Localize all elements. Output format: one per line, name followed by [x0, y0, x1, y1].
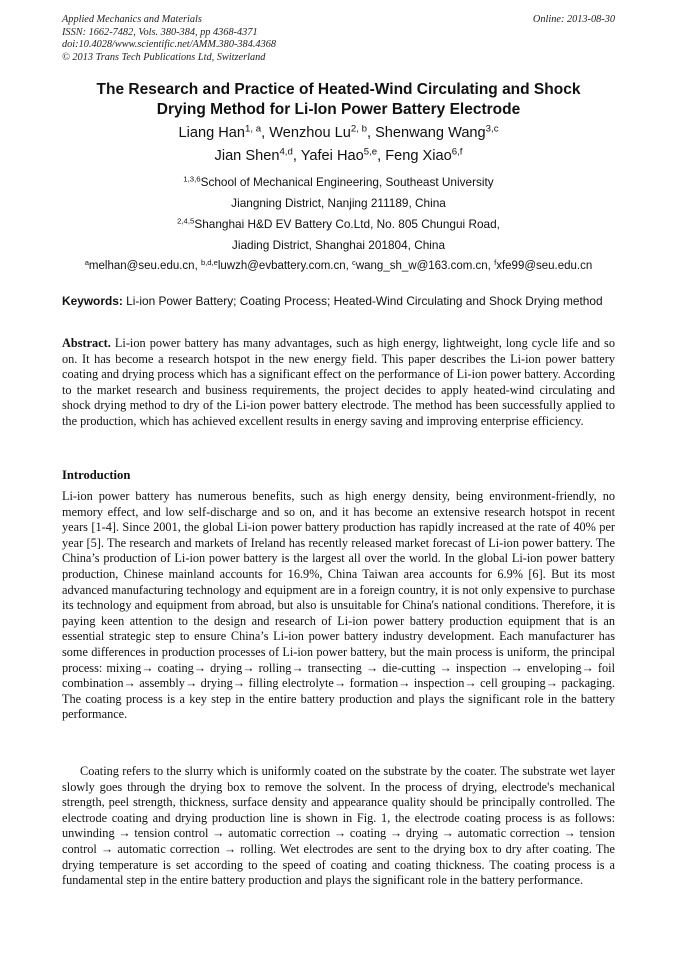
affiliation-1-line-2: Jiangning District, Nanjing 211189, China	[231, 196, 446, 210]
author-name: Wenzhou Lu	[269, 125, 351, 141]
affiliation-2-line-2: Jiading District, Shanghai 201804, China	[231, 238, 446, 252]
author-name: Feng Xiao	[385, 148, 452, 164]
email-sup: a	[84, 257, 89, 267]
email-sup: c	[352, 257, 356, 267]
author-sup: 4,d	[279, 146, 293, 158]
title-line-1: The Research and Practice of Heated-Wind Circulating and Shock	[96, 81, 581, 98]
affiliation-1-line-1	[62, 172, 615, 193]
affiliation-2-line-1	[62, 214, 615, 235]
email-address: luwzh@evbattery.com.cn,	[217, 260, 349, 272]
email-address: wang_sh_w@163.com.cn,	[355, 260, 491, 272]
author-sup: 6,f	[451, 146, 463, 158]
introduction-paragraph-1: Li-ion power battery has numerous benefits, such as high energy density, being environment-friendly, no memory effect, and low self-discharge and so on, and it has become an extensive research hotspot in recent years [1-4]. Since 2001, the global Li-ion power battery production has rapidly increased at the rate of 40% per year [5]. The research and markets of Ireland has recently released market forecast of Li-ion power battery. The China’s production of Li-ion power battery is the largest all over the world. In the global Li-ion power battery production, Chinese mainland accounts for 16.9%, China Taiwan area accounts for 6.9% [6]. But its most advanced manufacturing technology and equipment are in a foreign country, it is not only expensive to purchase its technology and equipment from abroad, but also is unsuitable for China's national conditions. Therefore, it is paying keen attention to the design and research of Li-ion power battery production equipment that is an essential strategic step to ensure China’s Li-ion power battery industry development. Each manufacturer has some differences in production processes of Li-ion power battery, but the main process is uniform, the principal process: mixing→ coating→ drying→ rolling→ transecting → die-cutting → inspection → enveloping→ foil combination→ assembly→ drying→ filling electrolyte→ formation→ inspection→ cell grouping→ packaging. The coating process is a key step in the entire battery production and plays the significant role in the battery performance.	[62, 489, 615, 722]
email-list	[62, 256, 615, 277]
author-name: Jian Shen	[214, 148, 280, 164]
introduction-paragraph-2: Coating refers to the slurry which is uniformly coated on the substrate by the coater. The substrate wet layer slowly goes through the drying box to remove the solvent. In the process of drying, electrode's mechanical strength, peel strength, thickness, surface density and appearance quality should be principally controlled. The electrode coating and drying production line is shown in Fig. 1, the electrode coating process is as follows: unwinding → tension control → automatic correction → coating → drying → automatic correction → tension control → automatic correction → rolling. Wet electrodes are sent to the drying box to dry after coating. The drying temperature is set according to the speed of coating and coating thickness. The coating process is a fundamental step in the entire battery production and plays the significant role in the battery performance.	[62, 764, 615, 888]
author-sup: 2, b	[350, 123, 367, 135]
email-sup: b,d,e	[200, 257, 218, 267]
journal-copyright: © 2013 Trans Tech Publications Ltd, Switzerland	[62, 51, 266, 63]
author-sup: 1, a	[245, 123, 262, 135]
email-address: xfe99@seu.edu.cn	[496, 260, 593, 272]
author-separator: ,	[366, 125, 376, 141]
abstract-text: Li-ion power battery has many advantages, such as high energy, lightweight, long cycle life and so on. It has become a research hotspot in the new energy field. This paper describes the Li-ion power battery coating and drying process which has a significant effect on the performance of Li-ion power battery. According to the market research and business requirements, the project decides to apply heated-wind circulating and shock drying method to dry of the Li-ion power battery electrode. The method has been successfully applied to the production, which has achieved excellent results in energy saving and improving enterprise efficiency.	[62, 336, 615, 428]
journal-issn: ISSN: 1662-7482, Vols. 380-384, pp 4368-4371	[62, 26, 258, 38]
introduction-heading: Introduction	[62, 468, 131, 482]
author-name: Shenwang Wang	[375, 125, 486, 141]
email-sup: f	[494, 257, 497, 267]
abstract-label: Abstract.	[62, 336, 111, 350]
keywords-block	[62, 294, 615, 308]
affiliation-text: Shanghai H&D EV Battery Co.Ltd, No. 805 Chungui Road,	[194, 217, 500, 231]
author-name: Yafei Hao	[300, 148, 364, 164]
email-address: melhan@seu.edu.cn,	[88, 260, 198, 272]
author-sup: 3,c	[485, 123, 499, 135]
author-separator: ,	[292, 148, 301, 164]
paper-title	[62, 80, 615, 120]
author-list	[62, 122, 615, 168]
journal-name: Applied Mechanics and Materials	[62, 14, 202, 25]
title-line-2: Drying Method for Li-Ion Power Battery Electrode	[156, 101, 521, 118]
affiliation-sup: 2,4,5	[177, 216, 195, 226]
author-separator: ,	[261, 125, 270, 141]
abstract-block	[62, 336, 615, 430]
author-name: Liang Han	[178, 125, 246, 141]
online-date: Online: 2013-08-30	[532, 14, 615, 25]
affiliation-text: School of Mechanical Engineering, Southeast University	[200, 175, 494, 189]
affiliation-sup: 1,3,6	[183, 174, 201, 184]
journal-header	[62, 14, 615, 64]
author-line-1	[62, 122, 615, 145]
author-line-2	[62, 145, 615, 168]
journal-doi: doi:10.4028/www.scientific.net/AMM.380-384.4368	[62, 39, 277, 50]
affiliations	[62, 172, 615, 256]
keywords-text: Li-ion Power Battery; Coating Process; Heated-Wind Circulating and Shock Drying method	[126, 294, 603, 308]
author-sup: 5,e	[363, 146, 378, 158]
keywords-label: Keywords:	[62, 294, 123, 308]
author-separator: ,	[377, 148, 386, 164]
